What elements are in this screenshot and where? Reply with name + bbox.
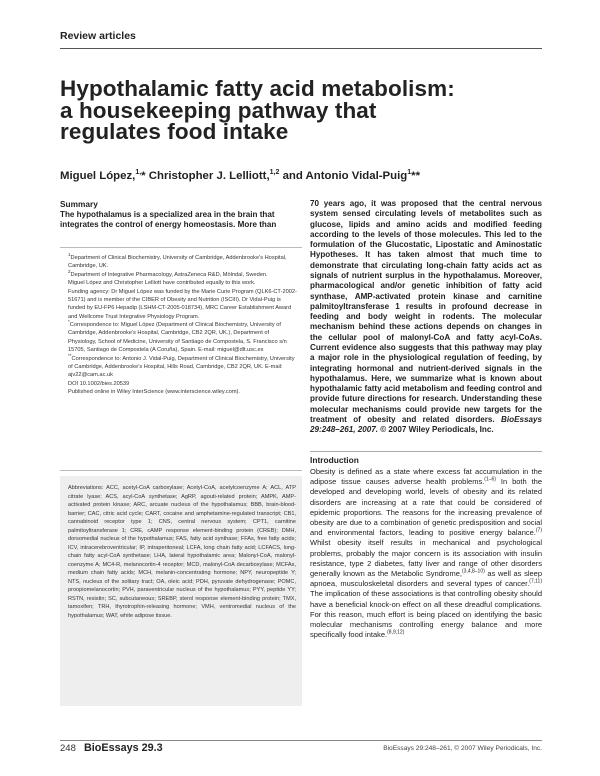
summary-citation: BioEssays 29:248–261, 2007. [310,414,542,435]
author-affiliation-mark: 1, [135,169,142,177]
author-affiliation-mark: 1,2 [269,169,280,177]
affiliation-note: $^1$Department of Clinical Biochemistry, University of Cambridge, Addenbrooke's Hospital, Cambridge, UK. [68,252,287,270]
reference-mark: (8,9,12) [387,629,405,636]
author-name: Miguel López, [60,170,136,182]
summary-text-continued: 70 years ago, it was proposed that the central nervous system sensed circulating levels of metabolites such as glucose, lipids and amino acids and modified feeding according to the levels of those molecules. This led to the formulation of the Glucostatic, Lipostatic and Aminostatic Hypotheses. It has taken almost that much time to demonstrate that circulating long-chain fatty acids act as signals of nutrient surplus in the hypothalamus. Moreover, pharmacological and/or genetic inhibition of fatty acid synthase, AMP-activated protein kinase and carnitine palmitoyltransferase 1 results in profound decrease in feeding and body weight in rodents. The molecular mechanism behind these actions depends on changes in the cellular pool of malonyl-CoA and fatty acyl-CoAs. Current evidence also suggests that this pathway may play a major role in the physiological regulation of feeding, by integrating hormonal and nutrient-derived signals in the hypothalamus. Here, we summarize what is known about hypothalamic fatty acid metabolism and feeding control and provide future directions for research. Understanding these molecular mechanisms could provide new targets for the treatment of obesity and related disorders. BioEssays 29:248–261, 2007. © 2007 Wiley Periodicals, Inc. [310,199,542,435]
reference-mark: (3,4,8–10) [461,568,485,575]
author-affiliation-mark: 1 [407,169,412,177]
correspondence-note: **Correspondence to: Antonio J. Vidal-Puig, Department of Clinical Biochemistry, University of Cambridge, Addenbrooke's Hospital, Hills Road, Cambridge, CB2 2QR, UK. E-mail: ajv22@cam.ac.uk [68,352,295,379]
article-title: Hypothalamic fatty acid metabolism: a housekeeping pathway that regulates food intake [60,76,455,144]
reference-mark: (7) [535,527,542,534]
author-name: Christopher J. Lelliott, [148,170,270,182]
abbreviations-box [60,476,302,706]
reference-mark: (7,11) [529,578,542,585]
correspondence-note: *Correspondence to: Miguel López (Department of Clinical Biochemistry, University of Cambridge, Addenbrooke's Hospital, Cambridge, CB2 2QR, UK.), Department of Physiology, School of Medicine, University of Santiago de Compostela, S. Francisco s/n 15705, Santiago de Compostela (A Coruña), Spain. E-mail: miguel@dlt.usc.es [68,319,287,354]
reference-mark: (1–6) [484,476,496,483]
summary-heading: Summary [60,199,98,209]
header-rule [60,48,542,49]
author-correspondence-mark: ** [411,170,421,182]
affiliations-box [60,247,302,471]
publication-note: Published online in Wiley InterScience (www.interscience.wiley.com). [68,389,241,395]
summary-copyright: © 2007 Wiley Periodicals, Inc. [380,425,494,435]
section-label: Review articles [60,30,136,42]
author-correspondence-mark: * [141,170,146,182]
introduction-heading: Introduction [310,455,359,465]
doi-note: DOI 10.1002/bies.20539 [68,380,130,387]
abbreviations-text: Abbreviations: ACC, acetyl-CoA carboxylase; AcetyI-CoA, acetylcoenzyme A; ACL, ATP citrate lyase; ACS, acyl-CoA synthetase; AgRP, agouti-related protein; AMPK, AMP-activated protein kinase; ARC, arcuate nucleus of the hypothalamus; BBB, brain-blood-barrier; CAC, citric acid cycle; CART, cocaine and amphetamine-regulated transcript; CB1, cannabinoid receptor type 1; CNS, central nervous system; CPT1, carnitine palmitoyltransferase 1; CRE, cAMP response element-binding protein (CREB); DMH, dorsomedial nucleus of the hypothalamus; FAS, fatty acid synthase; FFAs, free fatty acids; ICV, intracerebroventricular; IP, intraperitoneal; LCFA, long chain fatty acid; LCFACS, long-chain fatty acyl-CoA synthetase; LHA, lateral hypothalamic area; Malonyl-CoA, malonyl-coenzyme A; MC4-R, melanocortin-4 receptor; MCD, malonyl-CoA decarboxylase; MCFAs, medium chain fatty acids; MCH, melanin-concentrating hormone; NPY, neuropeptide Y; NTS, nucleus of the solitary tract; OA, oleic acid; PDH, pyruvate dehydrogenase; POMC, proopiomelanocortin; PVH, paraventricular nucleus of the hypothalamus; PYY, peptide YY; RSTN, resistin; SC, subcutaneous; SREBP, sterol response element-binding protein; TMX, tamoxifen; TRH, thyrotrophin-releasing hormone; VMH, ventromedial nucleus of the hypothalamus; WAT, white adipose tissue. [68,485,296,619]
journal-issue: BioEssays 29.3 [84,742,163,754]
affiliation-note: $^2$Department of Integrative Pharmacology, AstraZeneca R&D, Mölndal, Sweden. [68,268,268,278]
funding-note: Funding agency: Dr Miguel López was funded by the Marie Curie Program (QLK6-CT-2002-51671) and is member of the CIBER of Obesity and Nutrition (ISCIII). Dr Vidal-Puig is funded by EU-FP6 Hepadip (LSHM-CT-2005-018734), MRC Career Establishment Award and Wellcome Trust Integrative Physiology Program. [68,288,297,320]
footer-citation: BioEssays 29:248–261, © 2007 Wiley Periodicals, Inc. [383,745,542,752]
introduction-body: Obesity is defined as a state where excess fat accumulation in the adipose tissue causes adverse health problems.$^{(1-6)}$ In both the developed and developing world, levels of obesity and its related disorders are increasing at a rate that could be considered of epidemic proportions. The reasons for the increasing prevalence of obesity are due to a combination of genetic predisposition and social and environmental factors, leading to positive energy balance.$^{(7)}$ Whilst obesity itself results in mechanical and psychological problems, probably the major concern is its association with insulin resistance, type 2 diabetes, fatty liver and range of other disorders generally known as the Metabolic Syndrome,$^{(3,4,8-10)}$ as well as sleep apnoea, musculoskeletal disorders and several types of cancer.$^{(7,11)}$ The implication of these associations is that controlling obesity should have a beneficial knock-on effect on all these dreadful complications. For this reason, much effort is being placed on identifying the basic molecular mechanisms controlling energy balance and more specifically food intake.$^{(8,9,12)}$ [310,467,543,640]
page-number: 248 [60,743,76,754]
summary-text-start: The hypothalamus is a specialized area in the brain that integrates the control of energy homeostasis. More than [60,210,277,230]
footer-rule [60,740,542,741]
author-list [60,170,540,182]
author-name: and Antonio Vidal-Puig [282,170,408,182]
contribution-note: Miguel López and Christopher Lelliott have contributed equally to this work. [68,280,256,287]
introduction-rule [310,451,542,452]
